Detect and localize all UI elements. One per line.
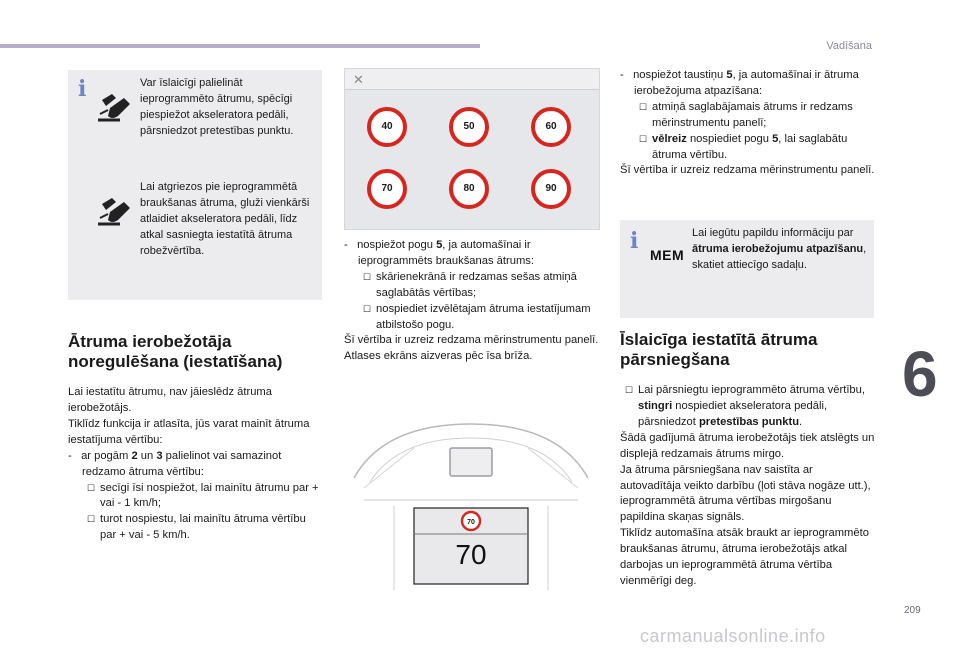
paragraph: Šī vērtība ir uzreiz redzama mērinstrumentu panelī. bbox=[344, 334, 599, 347]
info-icon: i bbox=[78, 76, 87, 102]
paragraph: Ja ātruma pārsniegšana nav saistīta ar autovadītāja veikto darbību (ļoti stāva nogāze utt.), ieprogrammētā ātruma vērtības mirgošanu papildina skaņas signāls. bbox=[620, 463, 871, 524]
list-item: ☐ Lai pārsniegtu ieprogrammēto ātruma vērtību, stingri nospiediet akseleratora pedāli, pārsniedzot pretestības punktu. bbox=[625, 384, 865, 428]
list-item: ☐ atmiņā saglabājamais ātrums ir redzams mērinstrumentu panelī; bbox=[639, 100, 853, 129]
memory-instructions bbox=[344, 238, 600, 365]
dash-sign-value: 70 bbox=[467, 519, 475, 526]
speed-memory-screen bbox=[344, 68, 600, 230]
checkbox-icon: ☐ bbox=[87, 514, 96, 525]
page-number: 209 bbox=[904, 605, 921, 616]
recognition-instructions bbox=[620, 68, 876, 179]
checkbox-icon: ☐ bbox=[87, 482, 96, 493]
paragraph: Šādā gadījumā ātruma ierobežotājs tiek atslēgts un displejā redzamais ātrums mirgo. bbox=[620, 431, 875, 460]
speed-sign-90[interactable]: 90 bbox=[531, 169, 571, 209]
speed-sign-80[interactable]: 80 bbox=[449, 169, 489, 209]
release-text: Lai atgriezos pie ieprogrammētā braukšanas ātruma, gluži vienkārši atlaidiet akseleratora pedāli, līdz atkal sasniegta iestatītā ātruma robežvērtība. bbox=[140, 181, 310, 257]
dash-speed-value: 70 bbox=[455, 539, 487, 570]
section-exceeding bbox=[620, 330, 876, 590]
speed-sign-40[interactable]: 40 bbox=[367, 107, 407, 147]
checkbox-icon: ☐ bbox=[363, 303, 372, 314]
section-heading: Ātruma ierobežotāja noregulēšana (iestatīšana) bbox=[68, 332, 283, 371]
info-box-override bbox=[68, 70, 322, 300]
checkbox-icon: ☐ bbox=[639, 101, 648, 112]
close-icon[interactable]: ✕ bbox=[353, 72, 364, 87]
info-text: Lai iegūtu papildu informāciju par ātruma ierobežojumu atpazīšanu, skatiet attiecīgo sadaļu. bbox=[692, 227, 867, 271]
paragraph: Atlases ekrāns aizveras pēc īsa brīža. bbox=[344, 350, 533, 363]
section-title: Vadīšana bbox=[826, 40, 872, 52]
pedal-release-icon bbox=[96, 194, 134, 228]
section-setting bbox=[68, 332, 322, 544]
mem-button-icon: MEM bbox=[650, 247, 685, 263]
paragraph: Lai iestatītu ātrumu, nav jāieslēdz ātruma ierobežotājs. bbox=[68, 386, 272, 414]
paragraph: Tiklīdz automašīna atsāk braukt ar ieprogrammēto braukšanas ātrumu, ātruma ierobežotājs atkal darbojas un ieprogrammētā ātruma vērtība vienmērīgi deg. bbox=[620, 527, 869, 587]
list-item: ☐ secīgi īsi nospiežot, lai mainītu ātrumu par + vai - 1 km/h; bbox=[87, 481, 319, 510]
checkbox-icon: ☐ bbox=[639, 133, 648, 144]
speed-sign-50[interactable]: 50 bbox=[449, 107, 489, 147]
list-item: - nospiežot pogu 5, ja automašīnai ir ieprogrammēts braukšanas ātrums: bbox=[344, 239, 534, 267]
section-heading: Īslaicīga iestatītā ātruma pārsniegšana bbox=[620, 330, 818, 369]
list-item: - nospiežot taustiņu 5, ja automašīnai ir ātruma ierobežojuma atpazīšana: bbox=[620, 69, 859, 97]
speed-sign-60[interactable]: 60 bbox=[531, 107, 571, 147]
pedal-foot-icon bbox=[96, 90, 134, 124]
paragraph: Šī vērtība ir uzreiz redzama mērinstrumentu panelī. bbox=[620, 164, 875, 177]
list-item: ☐ skārienekrānā ir redzamas sešas atmiņā saglabātās vērtības; bbox=[363, 270, 577, 299]
list-item: ☐ nospiediet izvēlētajam ātruma iestatījumam atbilstošo pogu. bbox=[363, 302, 591, 331]
paragraph: Tiklīdz funkcija ir atlasīta, jūs varat mainīt ātruma iestatījuma vērtību: bbox=[68, 417, 310, 446]
info-box-recognition bbox=[620, 220, 874, 318]
header-bar bbox=[0, 44, 480, 48]
speed-sign-70[interactable]: 70 bbox=[367, 169, 407, 209]
checkbox-icon: ☐ bbox=[625, 385, 634, 396]
info-icon: i bbox=[630, 228, 639, 254]
override-text: Var īslaicīgi palielināt ieprogrammēto ātrumu, spēcīgi piespiežot akseleratora pedāli, pārsniedzot pretestības punktu. bbox=[140, 77, 294, 137]
chapter-number: 6 bbox=[902, 338, 938, 410]
list-item: ☐ vēlreiz nospiediet pogu 5, lai saglabātu ātruma vērtību. bbox=[639, 132, 848, 161]
watermark: carmanualsonline.info bbox=[640, 626, 826, 646]
instrument-panel-illustration bbox=[344, 418, 598, 590]
list-item: ☐ turot nospiestu, lai mainītu ātruma vērtību par + vai - 5 km/h. bbox=[87, 513, 306, 542]
checkbox-icon: ☐ bbox=[363, 271, 372, 282]
list-item: - ar pogām 2 un 3 palielinot vai samazinot redzamo ātruma vērtību: bbox=[68, 449, 282, 478]
